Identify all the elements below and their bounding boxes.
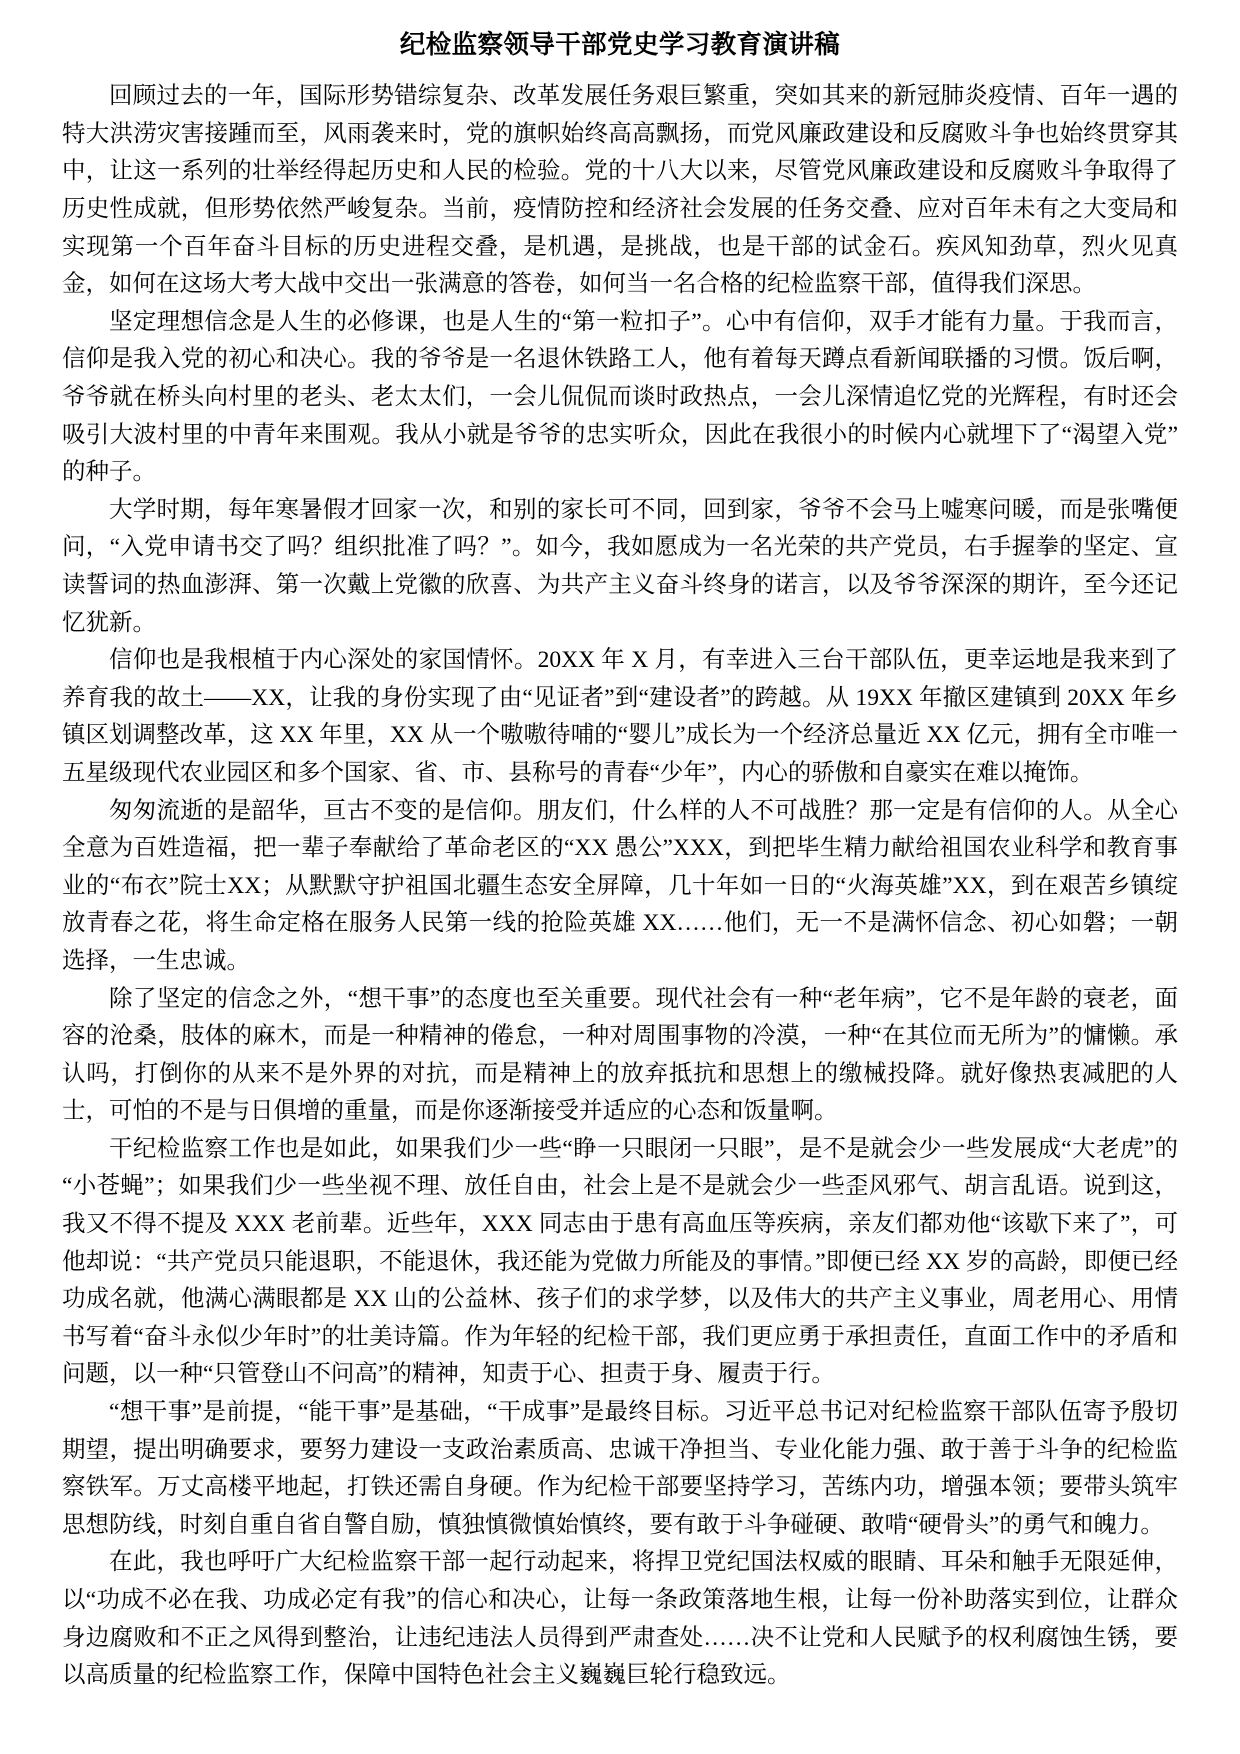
paragraph: 大学时期，每年寒暑假才回家一次，和别的家长可不同，回到家，爷爷不会马上嘘寒问暖，而是张嘴便问，“入党申请书交了吗？组织批准了吗？”。如今，我如愿成为一名光荣的共产党员，右手握拳的坚定、宣读誓词的热血澎湃、第一次戴上党徽的欣喜、为共产主义奋斗终身的诺言，以及爷爷深深的期许，至今还记忆犹新。 <box>62 496 1178 636</box>
paragraph: 干纪检监察工作也是如此，如果我们少一些“睁一只眼闭一只眼”，是不是就会少一些发展成“大老虎”的“小苍蝇”；如果我们少一些坐视不理、放任自由，社会上是不是就会少一些歪风邪气、胡言乱语。说到这，我又不得不提及 XXX 老前辈。近些年，XXX 同志由于患有高血压等疾病，亲友们都劝他“该歇下来了”，可他却说：“共产党员只能退职，不能退休，我还能为党做力所能及的事情。”即便已经 XX 岁的高龄，即便已经功成名就，他满心满眼都是 XX 山的公益林、孩子们的求学梦，以及伟大的共产主义事业，周老用心、用情书写着“奋斗永似少年时”的壮美诗篇。作为年轻的纪检干部，我们更应勇于承担责任，直面工作中的矛盾和问题，以一种“只管登山不问高”的精神，知责于心、担责于身、履责于行。 <box>62 1135 1178 1388</box>
paragraph: 除了坚定的信念之外，“想干事”的态度也至关重要。现代社会有一种“老年病”，它不是年龄的衰老，面容的沧桑，肢体的麻木，而是一种精神的倦怠，一种对周围事物的冷漠，一种“在其位而无所为”的慵懒。承认吗，打倒你的从来不是外界的对抗，而是精神上的放弃抵抗和思想上的缴械投降。就好像热衷减肥的人士，可怕的不是与日俱增的重量，而是你逐渐接受并适应的心态和饭量啊。 <box>62 985 1178 1125</box>
paragraph: 信仰也是我根植于内心深处的家国情怀。20XX 年 X 月，有幸进入三台干部队伍，更幸运地是我来到了养育我的故土——XX，让我的身份实现了由“见证者”到“建设者”的跨越。从 19XX 年撤区建镇到 20XX 年乡镇区划调整改革，这 XX 年里，XX 从一个嗷嗷待哺的“婴儿”成长为一个经济总量近 XX 亿元，拥有全市唯一五星级现代农业园区和多个国家、省、市、县称号的青春“少年”，内心的骄傲和自豪实在难以掩饰。 <box>62 647 1178 786</box>
page-title: 纪检监察领导干部党史学习教育演讲稿 <box>399 30 841 59</box>
document-body <box>62 78 1178 1695</box>
paragraph: 回顾过去的一年，国际形势错综复杂、改革发展任务艰巨繁重，突如其来的新冠肺炎疫情、百年一遇的特大洪涝灾害接踵而至，风雨袭来时，党的旗帜始终高高飘扬，而党风廉政建设和反腐败斗争也始终贯穿其中，让这一系列的壮举经得起历史和人民的检验。党的十八大以来，尽管党风廉政建设和反腐败斗争取得了历史性成就，但形势依然严峻复杂。当前，疫情防控和经济社会发展的任务交叠、应对百年未有之大变局和实现第一个百年奋斗目标的历史进程交叠，是机遇，是挑战，也是干部的试金石。疾风知劲草，烈火见真金，如何在这场大考大战中交出一张满意的答卷，如何当一名合格的纪检监察干部，值得我们深思。 <box>62 83 1178 298</box>
paragraph: 在此，我也呼吁广大纪检监察干部一起行动起来，将捍卫党纪国法权威的眼睛、耳朵和触手无限延伸，以“功成不必在我、功成必定有我”的信心和决心，让每一条政策落地生根，让每一份补助落实到位，让群众身边腐败和不正之风得到整治，让违纪违法人员得到严肃查处……决不让党和人民赋予的权利腐蚀生锈，要以高质量的纪检监察工作，保障中国特色社会主义巍巍巨轮行稳致远。 <box>62 1549 1178 1689</box>
paragraph: “想干事”是前提，“能干事”是基础，“干成事”是最终目标。习近平总书记对纪检监察干部队伍寄予殷切期望，提出明确要求，要努力建设一支政治素质高、忠诚干净担当、专业化能力强、敢于善于斗争的纪检监察铁军。万丈高楼平地起，打铁还需自身硬。作为纪检干部要坚持学习，苦练内功，增强本领；要带头筑牢思想防线，时刻自重自省自警自励，慎独慎微慎始慎终，要有敢于斗争碰硬、敢啃“硬骨头”的勇气和魄力。 <box>62 1399 1178 1538</box>
paragraph: 匆匆流逝的是韶华，亘古不变的是信仰。朋友们，什么样的人不可战胜？那一定是有信仰的人。从全心全意为百姓造福，把一辈子奉献给了革命老区的“XX 愚公”XXX，到把毕生精力献给祖国农业科学和教育事业的“布衣”院士XX；从默默守护祖国北疆生态安全屏障，几十年如一日的“火海英雄”XX，到在艰苦乡镇绽放青春之花，将生命定格在服务人民第一线的抢险英雄 XX……他们，无一不是满怀信念、初心如磐；一朝选择，一生忠诚。 <box>62 797 1178 974</box>
paragraph: 坚定理想信念是人生的必修课，也是人生的“第一粒扣子”。心中有信仰，双手才能有力量。于我而言，信仰是我入党的初心和决心。我的爷爷是一名退休铁路工人，他有着每天蹲点看新闻联播的习惯。饭后啊，爷爷就在桥头向村里的老头、老太太们，一会儿侃侃而谈时政热点，一会儿深情追忆党的光辉程，有时还会吸引大波村里的中青年来围观。我从小就是爷爷的忠实听众，因此在我很小的时候内心就埋下了“渴望入党”的种子。 <box>62 308 1179 486</box>
